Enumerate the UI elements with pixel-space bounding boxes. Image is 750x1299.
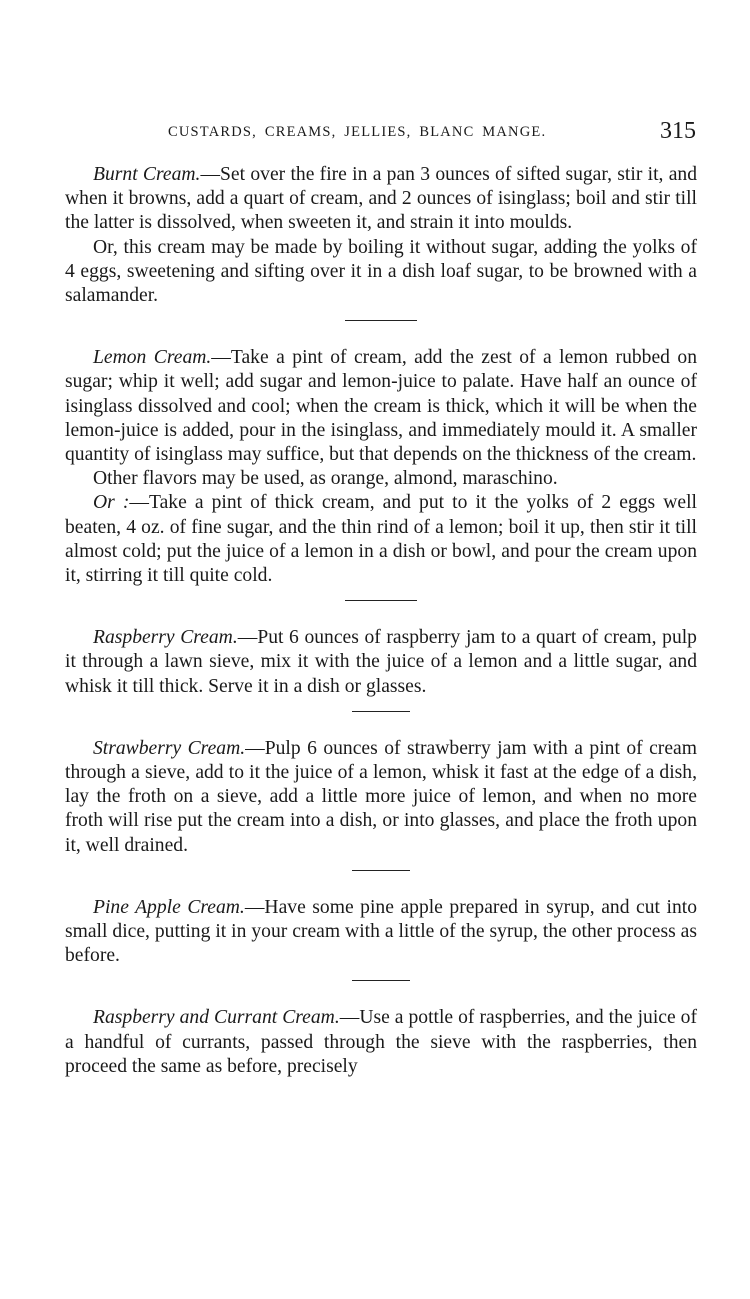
recipe-title: Raspberry and Currant Cream. <box>93 1007 340 1029</box>
section-divider <box>352 980 410 981</box>
recipe-paragraph <box>65 896 697 969</box>
section-divider <box>345 600 417 601</box>
section-divider <box>352 870 410 871</box>
recipe-title: Pine Apple Cream. <box>93 896 245 918</box>
recipe-text: —Put 6 ounces of raspberry jam to a quart of cream, pulp it through a lawn sieve, mix it with the juice of a lemon and a little sugar, and whisk it till thick. Serve it in a dish or glasses. <box>65 627 697 697</box>
section-divider <box>345 320 417 321</box>
recipe-title: Lemon Cream. <box>93 347 212 369</box>
recipe-title: Strawberry Cream. <box>93 737 246 759</box>
recipe-text: —Take a pint of cream, add the zest of a lemon rubbed on sugar; whip it well; add sugar and lemon-juice to palate. Have half an ounce of isinglass dissolved and cool; when the cream is thick, which it will be when the lemon-juice is added, pour in the isinglass, and immediately mould it. A smaller quantity of isinglass may suffice, but that depends on the thickness of the cream. <box>65 347 697 466</box>
page-body <box>65 163 697 1079</box>
recipe-title: Raspberry Cream. <box>93 627 238 649</box>
recipe-text: —Use a pottle of raspberries, and the juice of a handful of currants, passed through the sieve with the raspberries, then proceed the same as before, precisely <box>65 1007 697 1077</box>
recipe-paragraph <box>65 346 697 467</box>
recipe-burnt-cream <box>65 163 697 308</box>
recipe-paragraph <box>65 737 697 858</box>
page-header <box>0 118 750 148</box>
recipe-text: —Take a pint of thick cream, and put to it the yolks of 2 eggs well beaten, 4 oz. of fine sugar, and the thin rind of a lemon; boil it up, then stir it till almost cold; put the juice of a lemon in a dish or bowl, and pour the cream upon it, stirring it till quite cold. <box>65 492 697 587</box>
recipe-raspberry-cream <box>65 626 697 699</box>
recipe-text: —Set over the fire in a pan 3 ounces of sifted sugar, stir it, and when it browns, add a quart of cream, and 2 ounces of isinglass; boil and stir till the latter is dissolved, when sweeten it, and strain it into moulds. <box>65 164 697 234</box>
recipe-paragraph <box>65 163 697 236</box>
section-divider <box>352 711 410 712</box>
running-head: CUSTARDS, CREAMS, JELLIES, BLANC MANGE. <box>168 124 547 140</box>
recipe-paragraph: Other flavors may be used, as orange, almond, maraschino. <box>93 468 558 490</box>
recipe-paragraph <box>65 626 697 699</box>
recipe-pine-apple-cream <box>65 896 697 969</box>
recipe-strawberry-cream <box>65 737 697 858</box>
recipe-variant-label: Or : <box>93 492 130 514</box>
recipe-paragraph <box>65 1006 697 1079</box>
recipe-lemon-cream <box>65 346 697 588</box>
recipe-paragraph: Or, this cream may be made by boiling it without sugar, adding the yolks of 4 eggs, sweetening and sifting over it in a dish loaf sugar, to be browned with a salamander. <box>65 236 697 307</box>
recipe-text: —Have some pine apple prepared in syrup, and cut into small dice, putting it in your cream with a little of the syrup, the other process as before. <box>65 896 697 967</box>
recipe-title: Burnt Cream. <box>93 164 201 185</box>
recipe-paragraph <box>65 491 697 588</box>
recipe-text: —Pulp 6 ounces of strawberry jam with a pint of cream through a sieve, add to it the juice of a lemon, whisk it fast at the edge of a dish, lay the froth on a sieve, add a little more juice of lemon, and when no more froth will rise put the cream into a dish, or into glasses, and place the froth upon it, well drained. <box>65 737 697 856</box>
recipe-raspberry-currant-cream <box>65 1006 697 1079</box>
page-number: 315 <box>660 118 696 144</box>
